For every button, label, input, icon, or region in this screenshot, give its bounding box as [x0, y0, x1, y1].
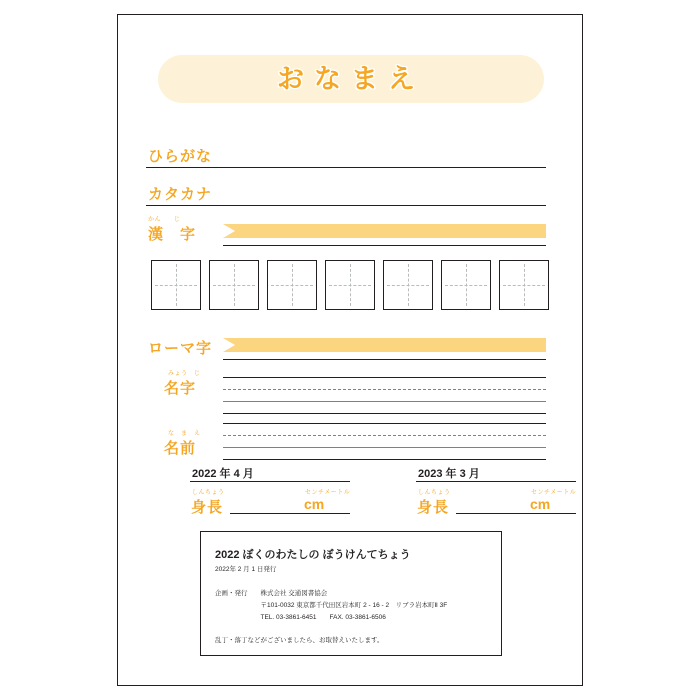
- colophon-box: [200, 531, 502, 656]
- title-banner: [158, 55, 544, 103]
- kanji-cell[interactable]: [151, 260, 201, 310]
- write-line-romaji[interactable]: [223, 359, 546, 360]
- field-ruby-namae: な ま え: [168, 431, 201, 437]
- band-kanji: [223, 224, 546, 238]
- colophon-title: 2022 ぼくのわたしの ぼうけんてちょう: [215, 549, 411, 561]
- height-date-line-1: [190, 481, 350, 482]
- romaji-stave-myoji[interactable]: [223, 377, 546, 413]
- kanji-cell[interactable]: [325, 260, 375, 310]
- height-write-line-1[interactable]: [230, 513, 350, 514]
- height-unit-2: cm: [530, 496, 551, 512]
- height-ruby-2: しんちょう: [418, 490, 451, 496]
- height-date-line-2: [416, 481, 576, 482]
- colophon-line: TEL. 03-3861-6451 FAX. 03-3861-6506: [215, 614, 386, 621]
- colophon-line: 2022年 2 月 1 日発行: [215, 566, 277, 573]
- height-date-1: 2022 年 4 月: [192, 468, 254, 480]
- field-ruby-myoji: みょう じ: [168, 371, 201, 377]
- kanji-cell[interactable]: [383, 260, 433, 310]
- write-line-hiragana[interactable]: [146, 167, 546, 168]
- height-label-2: 身長: [417, 499, 450, 516]
- height-write-line-2[interactable]: [456, 513, 576, 514]
- kanji-cell[interactable]: [209, 260, 259, 310]
- colophon-line: 〒101-0032 東京都千代田区岩本町 2 - 16 - 2 リブラ岩本町Ⅱ 3F: [215, 602, 448, 609]
- colophon-line: 企画・発行 株式会社 交通図書協会: [215, 590, 328, 597]
- write-line-katakana[interactable]: [146, 205, 546, 206]
- page-title: おなまえ: [277, 64, 425, 94]
- band-arrow-kanji: [223, 224, 235, 238]
- field-label-kanji: 漢 字: [148, 226, 197, 243]
- kanji-cell[interactable]: [499, 260, 549, 310]
- field-label-namae: 名前: [164, 440, 197, 457]
- field-label-hiragana: ひらがな: [148, 148, 213, 165]
- height-unit-ruby-2: センチメートル: [531, 490, 577, 496]
- height-label-1: 身長: [191, 499, 224, 516]
- band-arrow-romaji: [223, 338, 235, 352]
- write-line-kanji[interactable]: [223, 245, 546, 246]
- field-label-myoji: 名字: [164, 380, 197, 397]
- kanji-cell[interactable]: [267, 260, 317, 310]
- romaji-stave-namae[interactable]: [223, 423, 546, 459]
- kanji-grid: [151, 260, 551, 310]
- field-label-katakana: カタカナ: [148, 186, 213, 203]
- kanji-cell[interactable]: [441, 260, 491, 310]
- height-date-2: 2023 年 3 月: [418, 468, 480, 480]
- height-ruby-1: しんちょう: [192, 490, 225, 496]
- height-unit-1: cm: [304, 496, 325, 512]
- notebook-page: [117, 14, 583, 686]
- field-label-romaji: ローマ字: [148, 340, 213, 357]
- height-unit-ruby-1: センチメートル: [305, 490, 351, 496]
- colophon-line: 乱丁・落丁などがございましたら、お取替えいたします。: [215, 637, 384, 644]
- field-ruby-kanji: かん じ: [148, 217, 181, 223]
- band-romaji: [223, 338, 546, 352]
